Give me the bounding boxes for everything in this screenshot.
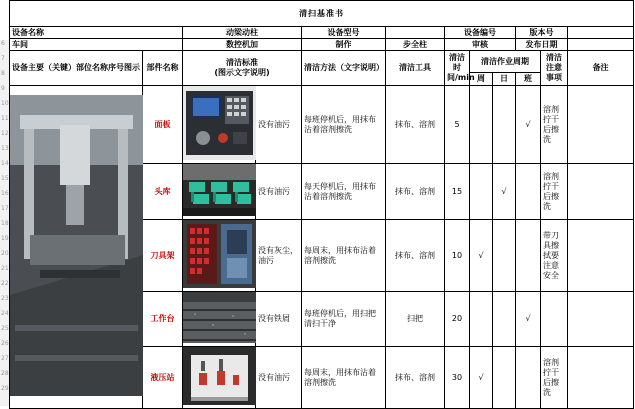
day-header: 日 — [493, 73, 516, 86]
method-panel: 每班停机后，用抹布沾着溶剂擦洗 — [302, 86, 386, 164]
row-number: 26 — [1, 340, 9, 347]
row-number: 17 — [1, 205, 9, 212]
issue-date-label: 发布日期 — [516, 39, 568, 51]
row-number: 6 — [1, 40, 5, 47]
worktable-photo — [183, 292, 256, 347]
workshop-value: 数控机加 — [183, 39, 302, 51]
day-panel — [493, 86, 516, 164]
row-number: 15 — [1, 175, 9, 182]
version-value — [568, 27, 634, 39]
week-panel — [470, 86, 493, 164]
standard-panel: 没有油污 — [256, 86, 302, 164]
head-store-photo — [183, 164, 256, 220]
remarks-worktable — [568, 292, 634, 347]
made-by-value: 步全柱 — [386, 39, 445, 51]
shift-hydraulic-station — [516, 347, 541, 409]
row-number: 24 — [1, 310, 9, 317]
remarks-head-store — [568, 164, 634, 220]
equipment-name-value: 动梁动柱 — [183, 27, 302, 39]
standard-worktable: 没有铁屑 — [256, 292, 302, 347]
row-number: 23 — [1, 295, 9, 302]
tool-rack-photo — [183, 220, 256, 292]
tools-hydraulic-station: 抹布、溶剂 — [386, 347, 445, 409]
key-parts-header: 设备主要（关键）部位名称序号图示 — [10, 51, 143, 86]
row-number: 14 — [1, 160, 9, 167]
part-name-tool-rack: 刀具架 — [143, 220, 183, 292]
method-worktable: 每班停机后，用扫把清扫干净 — [302, 292, 386, 347]
cycle-header: 清洁作业周期 — [470, 51, 541, 73]
tools-tool-rack: 抹布、溶剂 — [386, 220, 445, 292]
equipment-model-label: 设备型号 — [302, 27, 386, 39]
week-header: 周 — [470, 73, 493, 86]
equipment-number-label: 设备编号 — [445, 27, 516, 39]
document-title: 清扫基准书 — [10, 1, 634, 27]
part-name-hydraulic-station: 液压站 — [143, 347, 183, 409]
row-number: 27 — [1, 355, 9, 362]
row-number: 13 — [1, 145, 9, 152]
notes-head-store: 溶剂拧干后擦洗 — [541, 164, 568, 220]
remarks-tool-rack — [568, 220, 634, 292]
tools-worktable: 扫把 — [386, 292, 445, 347]
day-worktable — [493, 292, 516, 347]
day-head-store: √ — [493, 164, 516, 220]
hydraulic-station-photo — [183, 347, 256, 409]
tools-header: 清洁工具 — [386, 51, 445, 86]
row-number: 9 — [1, 85, 5, 92]
review-label: 审核 — [445, 39, 516, 51]
workshop-label: 车间 — [10, 39, 183, 51]
shift-header: 班 — [516, 73, 541, 86]
part-name-panel: 面板 — [143, 86, 183, 164]
tools-head-store: 抹布、溶剂 — [386, 164, 445, 220]
method-tool-rack: 每周末，用抹布沾着溶剂擦洗 — [302, 220, 386, 292]
notes-panel: 溶剂拧干后擦洗 — [541, 86, 568, 164]
notes-header: 清洁注意事项 — [541, 51, 568, 86]
day-hydraulic-station — [493, 347, 516, 409]
row-number: 19 — [1, 235, 9, 242]
tools-panel: 抹布、溶剂 — [386, 86, 445, 164]
remarks-header: 备注 — [568, 51, 634, 86]
row-number: 29 — [1, 385, 9, 392]
part-name-header: 部件名称 — [143, 51, 183, 86]
shift-worktable: √ — [516, 292, 541, 347]
panel-photo — [183, 86, 256, 164]
shift-panel: √ — [516, 86, 541, 164]
method-hydraulic-station: 每周末，用抹布沾着溶剂擦洗 — [302, 347, 386, 409]
equipment-name-label: 设备名称 — [10, 27, 183, 39]
notes-hydraulic-station: 溶剂拧干后擦洗 — [541, 347, 568, 409]
equipment-model-value — [386, 27, 445, 39]
cleaning-standard-table — [9, 0, 634, 409]
remarks-panel — [568, 86, 634, 164]
week-hydraulic-station: √ — [470, 347, 493, 409]
row-number: 7 — [1, 55, 5, 62]
week-tool-rack: √ — [470, 220, 493, 292]
row-number: 25 — [1, 325, 9, 332]
notes-tool-rack: 带刀具擦拭要注意安全 — [541, 220, 568, 292]
issue-date-value — [568, 39, 634, 51]
machine-overview-photo — [10, 86, 143, 409]
standard-header: 清洁标准 (图示文字说明) — [183, 51, 302, 86]
made-by-label: 制作 — [302, 39, 386, 51]
part-name-head-store: 头库 — [143, 164, 183, 220]
row-number: 10 — [1, 100, 9, 107]
notes-worktable — [541, 292, 568, 347]
method-header: 清洁方法（文字说明） — [302, 51, 386, 86]
time-header: 清洁时间/min — [445, 51, 470, 86]
method-head-store: 每天停机后，用抹布沾着溶剂擦洗 — [302, 164, 386, 220]
part-name-worktable: 工作台 — [143, 292, 183, 347]
row-number: 20 — [1, 250, 9, 257]
row-number: 11 — [1, 115, 9, 122]
remarks-hydraulic-station — [568, 347, 634, 409]
time-hydraulic-station: 30 — [445, 347, 470, 409]
week-worktable — [470, 292, 493, 347]
row-number: 18 — [1, 220, 9, 227]
row-number: 21 — [1, 265, 9, 272]
time-worktable: 20 — [445, 292, 470, 347]
row-number: 22 — [1, 280, 9, 287]
row-number: 28 — [1, 370, 9, 377]
row-number: 12 — [1, 130, 9, 137]
row-number: 16 — [1, 190, 9, 197]
week-head-store — [470, 164, 493, 220]
shift-head-store — [516, 164, 541, 220]
time-panel: 5 — [445, 86, 470, 164]
standard-hydraulic-station: 没有油污 — [256, 347, 302, 409]
time-head-store: 15 — [445, 164, 470, 220]
time-tool-rack: 10 — [445, 220, 470, 292]
standard-head-store: 没有油污 — [256, 164, 302, 220]
version-label: 版本号 — [516, 27, 568, 39]
row-number: 8 — [1, 70, 5, 77]
shift-tool-rack — [516, 220, 541, 292]
standard-tool-rack: 没有灰尘，油污 — [256, 220, 302, 292]
day-tool-rack — [493, 220, 516, 292]
